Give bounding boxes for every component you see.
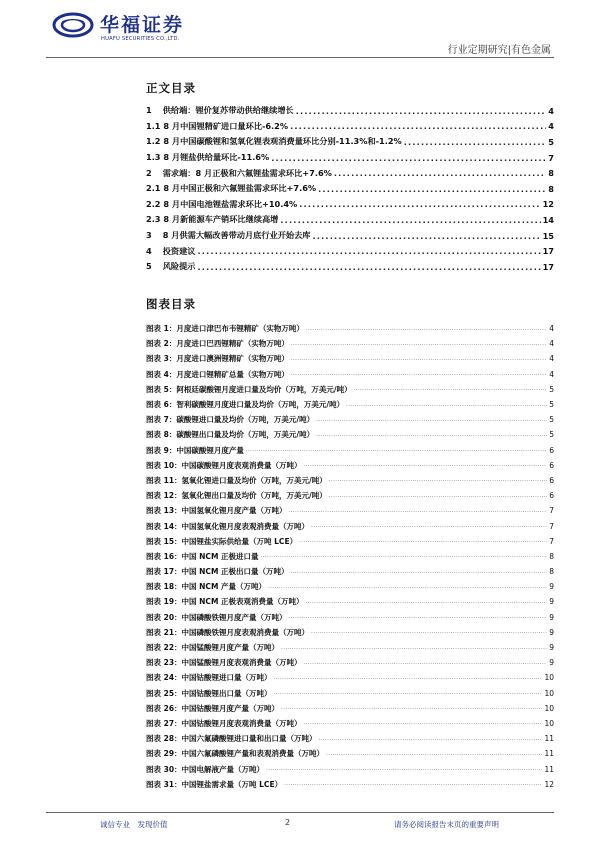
figure-entry-page-number: 11: [544, 749, 554, 759]
figure-entry-leader-dots: [316, 432, 547, 438]
header-divider: [46, 57, 554, 58]
toc-entry-row[interactable]: [146, 243, 554, 259]
figure-entry-label[interactable]: 图表 14：中国氢氧化锂月度表观消费量（万吨）: [146, 521, 310, 531]
toc-entry-leader-dots: [334, 168, 546, 178]
figure-entry-page-number: 7: [549, 536, 554, 546]
figure-entry-label[interactable]: 图表 31：中国锂盐需求量（万吨 LCE）: [146, 779, 283, 789]
figure-entry-leader-dots: [291, 371, 547, 377]
figure-entry-row[interactable]: [146, 746, 554, 761]
figure-entry-row[interactable]: [146, 336, 554, 351]
toc-entry-page-number: 4: [548, 105, 554, 116]
figure-entry-label[interactable]: 图表 8：碳酸锂出口量及均价（万吨，万美元/吨）: [146, 430, 315, 440]
toc-entry-label[interactable]: 1 供给端：锂价复苏带动供给继续增长: [146, 105, 294, 116]
figure-entry-label[interactable]: 图表 29：中国六氟磷酸锂产量和表观消费量（万吨）: [146, 749, 325, 759]
footer-disclaimer: 请务必阅读报告末页的重要声明: [394, 820, 499, 829]
figure-entry-page-number: 9: [549, 643, 554, 653]
figure-entry-row[interactable]: [146, 640, 554, 655]
figure-entry-label[interactable]: 图表 6：智利碳酸锂月度进口量及均价（万吨，万美元/吨）: [146, 400, 345, 410]
figure-entry-row[interactable]: [146, 503, 554, 518]
figure-entry-leader-dots: [311, 629, 547, 635]
figure-entry-row[interactable]: [146, 412, 554, 427]
figure-entry-leader-dots: [306, 599, 548, 605]
figure-entry-label[interactable]: 图表 15：中国锂盐实际供给量（万吨 LCE）: [146, 536, 298, 546]
figure-entry-row[interactable]: [146, 321, 554, 336]
figure-entry-page-number: 5: [549, 384, 554, 394]
figure-entry-row[interactable]: [146, 761, 554, 776]
figure-entry-page-number: 6: [549, 445, 554, 455]
figure-entry-page-number: 6: [549, 491, 554, 501]
figure-entry-label[interactable]: 图表 24：中国钴酸锂进口量（万吨）: [146, 673, 272, 683]
figure-entry-label[interactable]: 图表 17：中国 NCM 正极出口量（万吨）: [146, 567, 289, 577]
toc-entry-row[interactable]: [146, 134, 554, 150]
figure-entry-row[interactable]: [146, 382, 554, 397]
figure-entry-row[interactable]: [146, 397, 554, 412]
figure-entry-row[interactable]: [146, 655, 554, 670]
figure-entry-leader-dots: [261, 553, 548, 559]
toc-entry-row[interactable]: [146, 103, 554, 119]
figure-entry-label[interactable]: 图表 19：中国 NCM 正极表观消费量（万吨）: [146, 597, 304, 607]
toc-entry-label[interactable]: 1.3 8 月锂盐供给量环比-11.6%: [146, 152, 270, 163]
figure-entry-leader-dots: [329, 493, 547, 499]
figure-entry-label[interactable]: 图表 28：中国六氟磷酸锂进口量和出口量（万吨）: [146, 734, 317, 744]
figure-entry-leader-dots: [289, 614, 548, 620]
figure-entry-row[interactable]: [146, 473, 554, 488]
toc-entry-leader-dots: [290, 121, 546, 131]
toc-list: [146, 103, 554, 275]
figure-entry-page-number: 10: [544, 688, 554, 698]
toc-entry-page-number: 14: [542, 214, 554, 225]
toc-entry-leader-dots: [198, 262, 541, 272]
toc-entry-row[interactable]: [146, 212, 554, 228]
figure-entry-row[interactable]: [146, 731, 554, 746]
figure-entry-label[interactable]: 图表 16：中国 NCM 正极进口量: [146, 551, 259, 561]
figure-entry-page-number: 10: [544, 673, 554, 683]
figure-entry-label[interactable]: 图表 9：中国碳酸锂月度产量: [146, 445, 244, 455]
document-type: 行业定期研究|有色金属: [447, 45, 551, 56]
figure-entry-page-number: 9: [549, 627, 554, 637]
toc-entry-label[interactable]: 1.2 8 月中国碳酸锂和氢氧化锂表观消费量环比分别-11.3%和-1.2%: [146, 136, 402, 147]
logo-icon: [52, 12, 94, 38]
figure-entry-label[interactable]: 图表 2：月度进口巴西锂精矿（实物万吨）: [146, 339, 289, 349]
toc-title: 正文目录: [146, 81, 196, 95]
footer-divider: [46, 812, 554, 813]
toc-entry-page-number: 17: [542, 246, 554, 257]
figure-entry-row[interactable]: [146, 534, 554, 549]
figure-entry-label[interactable]: 图表 10：中国碳酸锂月度表观消费量（万吨）: [146, 460, 302, 470]
toc-entry-row[interactable]: [146, 259, 554, 275]
figure-entry-page-number: 8: [549, 567, 554, 577]
figure-list: [146, 321, 554, 792]
figure-entry-row[interactable]: [146, 670, 554, 685]
figure-entry-leader-dots: [319, 736, 543, 742]
figure-entry-page-number: 5: [549, 400, 554, 410]
figure-entry-label[interactable]: 图表 4：月度进口锂精矿总量（实物万吨）: [146, 369, 289, 379]
figure-entry-leader-dots: [306, 326, 547, 332]
toc-entry-leader-dots: [280, 215, 540, 225]
toc-entry-label[interactable]: 3 8 月供需大幅改善带动月底行业开始去库: [146, 230, 311, 241]
toc-entry-page-number: 8: [548, 183, 554, 194]
toc-entry-page-number: 5: [548, 136, 554, 147]
figure-entry-page-number: 9: [549, 597, 554, 607]
figure-entry-leader-dots: [274, 675, 543, 681]
figure-entry-label[interactable]: 图表 3：月度进口澳洲锂精矿（实物万吨）: [146, 354, 289, 364]
toc-entry-page-number: 7: [548, 152, 554, 163]
toc-entry-row[interactable]: [146, 197, 554, 213]
figure-entry-row[interactable]: [146, 518, 554, 533]
figure-list-title: 图表目录: [146, 297, 196, 311]
figure-entry-row[interactable]: [146, 625, 554, 640]
figure-entry-row[interactable]: [146, 549, 554, 564]
figure-entry-label[interactable]: 图表 30：中国电解液产量（万吨）: [146, 764, 265, 774]
toc-entry-page-number: 17: [542, 261, 554, 272]
figure-entry-row[interactable]: [146, 443, 554, 458]
figure-entry-page-number: 9: [549, 582, 554, 592]
figure-entry-page-number: 6: [549, 475, 554, 485]
figure-entry-leader-dots: [316, 417, 547, 423]
figure-entry-leader-dots: [304, 660, 548, 666]
figure-entry-row[interactable]: [146, 777, 554, 792]
toc-entry-label[interactable]: 2.3 8 月新能源车产销环比继续高增: [146, 214, 279, 225]
figure-entry-leader-dots: [266, 766, 542, 772]
figure-entry-row[interactable]: [146, 594, 554, 609]
toc-entry-label[interactable]: 5 风险提示: [146, 261, 196, 272]
page-header: [0, 0, 595, 60]
figure-entry-row[interactable]: [146, 488, 554, 503]
figure-entry-leader-dots: [291, 569, 548, 575]
figure-entry-leader-dots: [299, 538, 547, 544]
figure-entry-leader-dots: [289, 508, 548, 514]
figure-entry-page-number: 8: [549, 551, 554, 561]
figure-entry-page-number: 9: [549, 612, 554, 622]
figure-entry-page-number: 10: [544, 718, 554, 728]
figure-entry-leader-dots: [291, 356, 547, 362]
brand-name-cn: 华福证券: [100, 14, 185, 36]
figure-entry-leader-dots: [311, 523, 547, 529]
toc-entry-page-number: 12: [542, 199, 554, 210]
figure-entry-label[interactable]: 图表 13：中国氢氧化锂月度产量（万吨）: [146, 506, 287, 516]
figure-entry-page-number: 7: [549, 521, 554, 531]
figure-entry-label[interactable]: 图表 1：月度进口津巴布韦锂精矿（实物万吨）: [146, 324, 304, 334]
figure-entry-label[interactable]: 图表 25：中国钴酸锂出口量（万吨）: [146, 688, 272, 698]
toc-entry-leader-dots: [296, 106, 547, 116]
toc-entry-label[interactable]: 4 投资建议: [146, 245, 196, 256]
figure-entry-row[interactable]: [146, 427, 554, 442]
footer-slogan: 诚信专业 发现价值: [100, 820, 168, 829]
figure-entry-page-number: 11: [544, 734, 554, 744]
figure-entry-label[interactable]: 图表 7：碳酸锂进口量及均价（万吨，万美元/吨）: [146, 415, 315, 425]
figure-entry-label[interactable]: 图表 27：中国钴酸锂月度表观消费量（万吨）: [146, 718, 302, 728]
toc-entry-row[interactable]: [146, 181, 554, 197]
toc-entry-label[interactable]: 2 需求端：8 月正极和六氟锂盐需求环比+7.6%: [146, 167, 332, 178]
figure-entry-row[interactable]: [146, 564, 554, 579]
figure-entry-page-number: 5: [549, 430, 554, 440]
figure-entry-leader-dots: [291, 341, 547, 347]
toc-entry-row[interactable]: [146, 165, 554, 181]
figure-entry-label[interactable]: 图表 20：中国磷酸铁锂月度产量（万吨）: [146, 612, 287, 622]
figure-entry-leader-dots: [268, 584, 547, 590]
figure-entry-row[interactable]: [146, 351, 554, 366]
figure-entry-page-number: 5: [549, 415, 554, 425]
figure-entry-page-number: 12: [544, 779, 554, 789]
page-number: 2: [285, 818, 291, 827]
figure-entry-page-number: 4: [549, 324, 554, 334]
toc-entry-leader-dots: [312, 231, 540, 241]
figure-entry-page-number: 6: [549, 460, 554, 470]
figure-entry-label[interactable]: 图表 21：中国磷酸铁锂月度表观消费量（万吨）: [146, 627, 310, 637]
figure-entry-label[interactable]: 图表 11：氢氧化锂进口量及均价（万吨，万美元/吨）: [146, 475, 327, 485]
toc-entry-row[interactable]: [146, 228, 554, 244]
figure-entry-leader-dots: [281, 645, 547, 651]
figure-entry-label[interactable]: 图表 18：中国 NCM 产量（万吨）: [146, 582, 267, 592]
toc-entry-label[interactable]: 2.1 8 月中国正极和六氟锂盐需求环比+7.6%: [146, 183, 317, 194]
figure-entry-page-number: 4: [549, 354, 554, 364]
figure-entry-leader-dots: [304, 720, 543, 726]
figure-entry-row[interactable]: [146, 701, 554, 716]
figure-entry-leader-dots: [274, 690, 543, 696]
figure-entry-leader-dots: [346, 402, 547, 408]
toc-entry-leader-dots: [198, 246, 541, 256]
figure-entry-page-number: 4: [549, 339, 554, 349]
figure-entry-page-number: 9: [549, 658, 554, 668]
figure-entry-row[interactable]: [146, 686, 554, 701]
figure-entry-leader-dots: [246, 447, 547, 453]
figure-entry-page-number: 11: [544, 764, 554, 774]
toc-entry-leader-dots: [271, 153, 546, 163]
figure-entry-row[interactable]: [146, 610, 554, 625]
figure-entry-leader-dots: [354, 386, 548, 392]
brand-name-en: HUAFU SECURITIES CO.,LTD.: [101, 36, 180, 42]
figure-entry-leader-dots: [281, 705, 542, 711]
toc-entry-label[interactable]: 2.2 8 月中国电池锂盐需求环比+10.4%: [146, 198, 298, 209]
figure-entry-page-number: 4: [549, 369, 554, 379]
figure-entry-label[interactable]: 图表 12：氢氧化锂出口量及均价（万吨，万美元/吨）: [146, 491, 327, 501]
toc-entry-leader-dots: [404, 137, 547, 147]
toc-entry-leader-dots: [299, 199, 540, 209]
toc-entry-leader-dots: [318, 184, 546, 194]
figure-entry-row[interactable]: [146, 367, 554, 382]
figure-entry-label[interactable]: 图表 5：阿根廷碳酸锂月度进口量及均价（万吨，万美元/吨）: [146, 384, 352, 394]
figure-entry-row[interactable]: [146, 716, 554, 731]
toc-entry-label[interactable]: 1.1 8 月中国锂精矿进口量环比-6.2%: [146, 120, 289, 131]
figure-entry-label[interactable]: 图表 23：中国锰酸锂月度表观消费量（万吨）: [146, 658, 302, 668]
figure-entry-leader-dots: [329, 477, 547, 483]
toc-entry-row[interactable]: [146, 150, 554, 166]
figure-entry-row[interactable]: [146, 458, 554, 473]
toc-entry-page-number: 8: [548, 168, 554, 179]
figure-entry-label[interactable]: 图表 26：中国钴酸锂月度产量（万吨）: [146, 703, 280, 713]
figure-entry-row[interactable]: [146, 579, 554, 594]
figure-entry-leader-dots: [304, 462, 548, 468]
toc-entry-page-number: 15: [542, 230, 554, 241]
figure-entry-leader-dots: [326, 751, 542, 757]
figure-entry-page-number: 7: [549, 506, 554, 516]
figure-entry-page-number: 10: [544, 703, 554, 713]
figure-entry-leader-dots: [284, 781, 542, 787]
toc-entry-page-number: 4: [548, 121, 554, 132]
toc-entry-row[interactable]: [146, 119, 554, 135]
figure-entry-label[interactable]: 图表 22：中国锰酸锂月度产量（万吨）: [146, 643, 280, 653]
